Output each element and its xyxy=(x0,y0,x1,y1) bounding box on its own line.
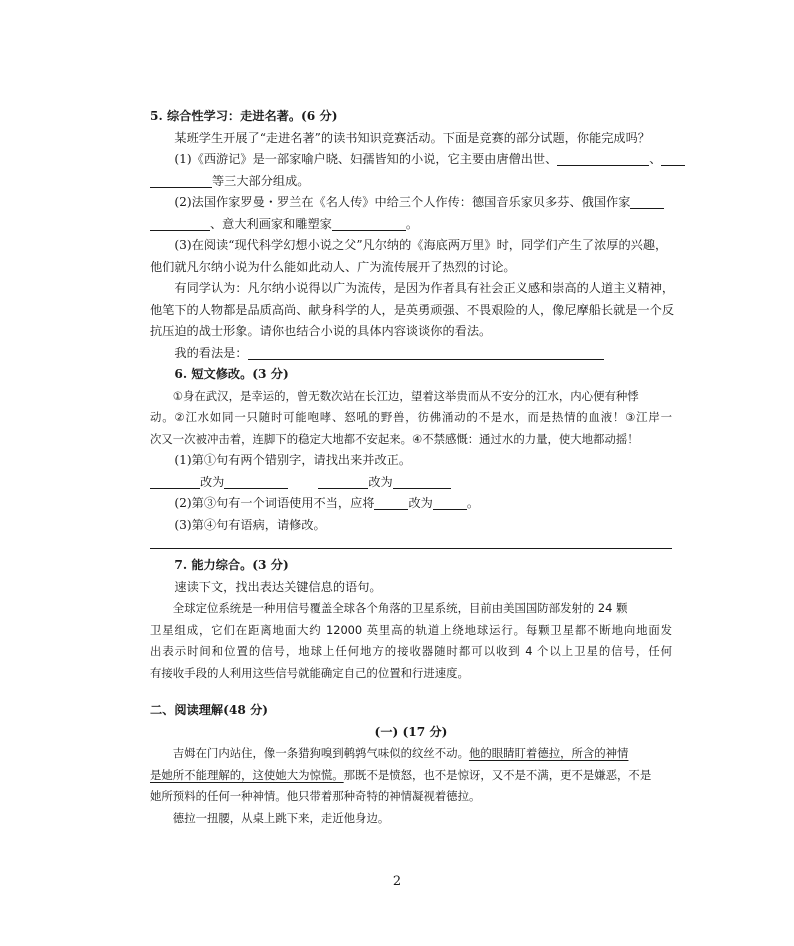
q5-part3-line2: 他们就凡尔纳小说为什么能如此动人、广为流传展开了热烈的讨论。 xyxy=(150,259,516,274)
section2-subtitle: (一) (17 分) xyxy=(374,724,448,739)
answer-blank[interactable] xyxy=(248,345,604,360)
q5-title: 5. 综合性学习：走进名著。(6 分) xyxy=(150,109,338,123)
reading-line2: 是她所不能理解的，这使她大为惊慌。那既不是愤怒，也不是惊讶，又不是不满，更不是嫌恶，不是 xyxy=(150,767,652,782)
reading-line4: 德拉一扭腰，从桌上跳下来，走近他身边。 xyxy=(172,810,390,825)
underlined-sentence: 是她所不能理解的，这使她大为惊慌。 xyxy=(150,767,344,782)
q6-text-line3: 次又一次被冲击着，连脚下的稳定大地都不安起来。④不禁感慨：通过水的力量，使大地都动摇！ xyxy=(150,431,639,446)
answer-blank[interactable] xyxy=(374,495,408,510)
q7-text-line1: 全球定位系统是一种用信号覆盖全球各个角落的卫星系统，目前由美国国防部发射的 24 颗 xyxy=(172,601,628,615)
answer-rule[interactable] xyxy=(150,536,672,549)
q6-text-line1: ①身在武汉，是幸运的，曾无数次站在长江边，望着这举贵而从不安分的江水，内心便有种悸 xyxy=(172,388,639,403)
answer-blank[interactable] xyxy=(661,151,685,166)
q7-text-line3: 出表示时间和位置的信号，地球上任何地方的接收器随时都可以收到 4 个以上卫星的信号，任何 xyxy=(150,644,672,658)
answer-blank[interactable] xyxy=(318,474,368,489)
q5-intro: 某班学生开展了“走进名著”的读书知识竞赛活动。下面是竞赛的部分试题，你能完成吗？ xyxy=(174,130,650,145)
answer-blank[interactable] xyxy=(150,474,200,489)
q5-part1-line2: 等三大部分组成。 xyxy=(150,171,672,193)
q5-part4-line3: 抗压迫的战士形象。请你也结合小说的具体内容谈谈你的看法。 xyxy=(150,324,492,338)
answer-blank[interactable] xyxy=(150,173,212,188)
q5-opinion-line: 我的看法是： xyxy=(150,343,672,365)
reading-line1: 吉姆在门内站住，像一条猎狗嗅到鹌鹑气味似的纹丝不动。他的眼睛盯着德拉，所含的神情 xyxy=(172,746,629,760)
q5-part1-line1: (1)《西游记》是一部家喻户晓、妇孺皆知的小说，它主要由唐僧出世、 、 xyxy=(150,149,672,171)
q6-sub1: (1)第①句有两个错别字，请找出来并改正。 xyxy=(174,453,412,467)
answer-blank[interactable] xyxy=(393,474,451,489)
answer-blank[interactable] xyxy=(332,216,406,231)
underlined-sentence: 他的眼睛盯着德拉，所含的神情 xyxy=(468,746,629,760)
answer-blank[interactable] xyxy=(557,151,649,166)
q5-part4-line2: 他笔下的人物都是品质高尚、献身科学的人，是英勇顽强、不畏艰险的人，像尼摩船长就是一个反 xyxy=(150,302,675,317)
q5-part2-line2: 、意大利画家和雕塑家 。 xyxy=(150,214,672,236)
q6-text-line2: 动。②江水如同一只随时可能咆哮、怒吼的野兽，彷佛涌动的不是水，而是热情的血液！③江岸一 xyxy=(150,410,672,424)
q6-sub1-answers: 改为 改为 xyxy=(150,472,672,494)
answer-blank[interactable] xyxy=(433,495,467,510)
section2-title: 二、阅读理解(48 分) xyxy=(150,703,269,717)
q7-title: 7. 能力综合。(3 分) xyxy=(174,558,289,572)
q7-intro: 速读下文，找出表达关键信息的语句。 xyxy=(174,579,382,594)
answer-blank[interactable] xyxy=(630,194,664,209)
q6-sub2: (2)第③句有一个词语使用不当，应将 改为 。 xyxy=(174,496,480,510)
page-content xyxy=(150,106,675,829)
q5-part4-line1: 有同学认为：凡尔纳小说得以广为流传，是因为作者具有社会正义感和崇高的人道主义精神， xyxy=(174,281,675,295)
q6-sub3: (3)第④句有语病，请修改。 xyxy=(174,517,326,532)
q7-text-line4: 有接收手段的人利用这些信号就能确定自己的位置和行进速度。 xyxy=(150,665,469,680)
q7-text-line2: 卫星组成，它们在距离地面大约 12000 英里高的轨道上绕地球运行。每颗卫星都不断地向地面发 xyxy=(150,622,672,637)
page-number: 2 xyxy=(392,874,402,889)
answer-blank[interactable] xyxy=(150,216,210,231)
q5-part3-line1: (3)在阅读“现代科学幻想小说之父”凡尔纳的《海底两万里》时，同学们产生了浓厚的兴趣， xyxy=(174,238,668,252)
reading-line3: 她所预料的任何一种神情。他只带着那种奇特的神情凝视着德拉。 xyxy=(150,789,481,803)
q5-part2-line1: (2)法国作家罗曼・罗兰在《名人传》中给三个人作传：德国音乐家贝多芬、俄国作家 xyxy=(150,192,672,214)
answer-blank[interactable] xyxy=(224,474,288,489)
q6-title: 6. 短文修改。(3 分) xyxy=(174,367,289,381)
